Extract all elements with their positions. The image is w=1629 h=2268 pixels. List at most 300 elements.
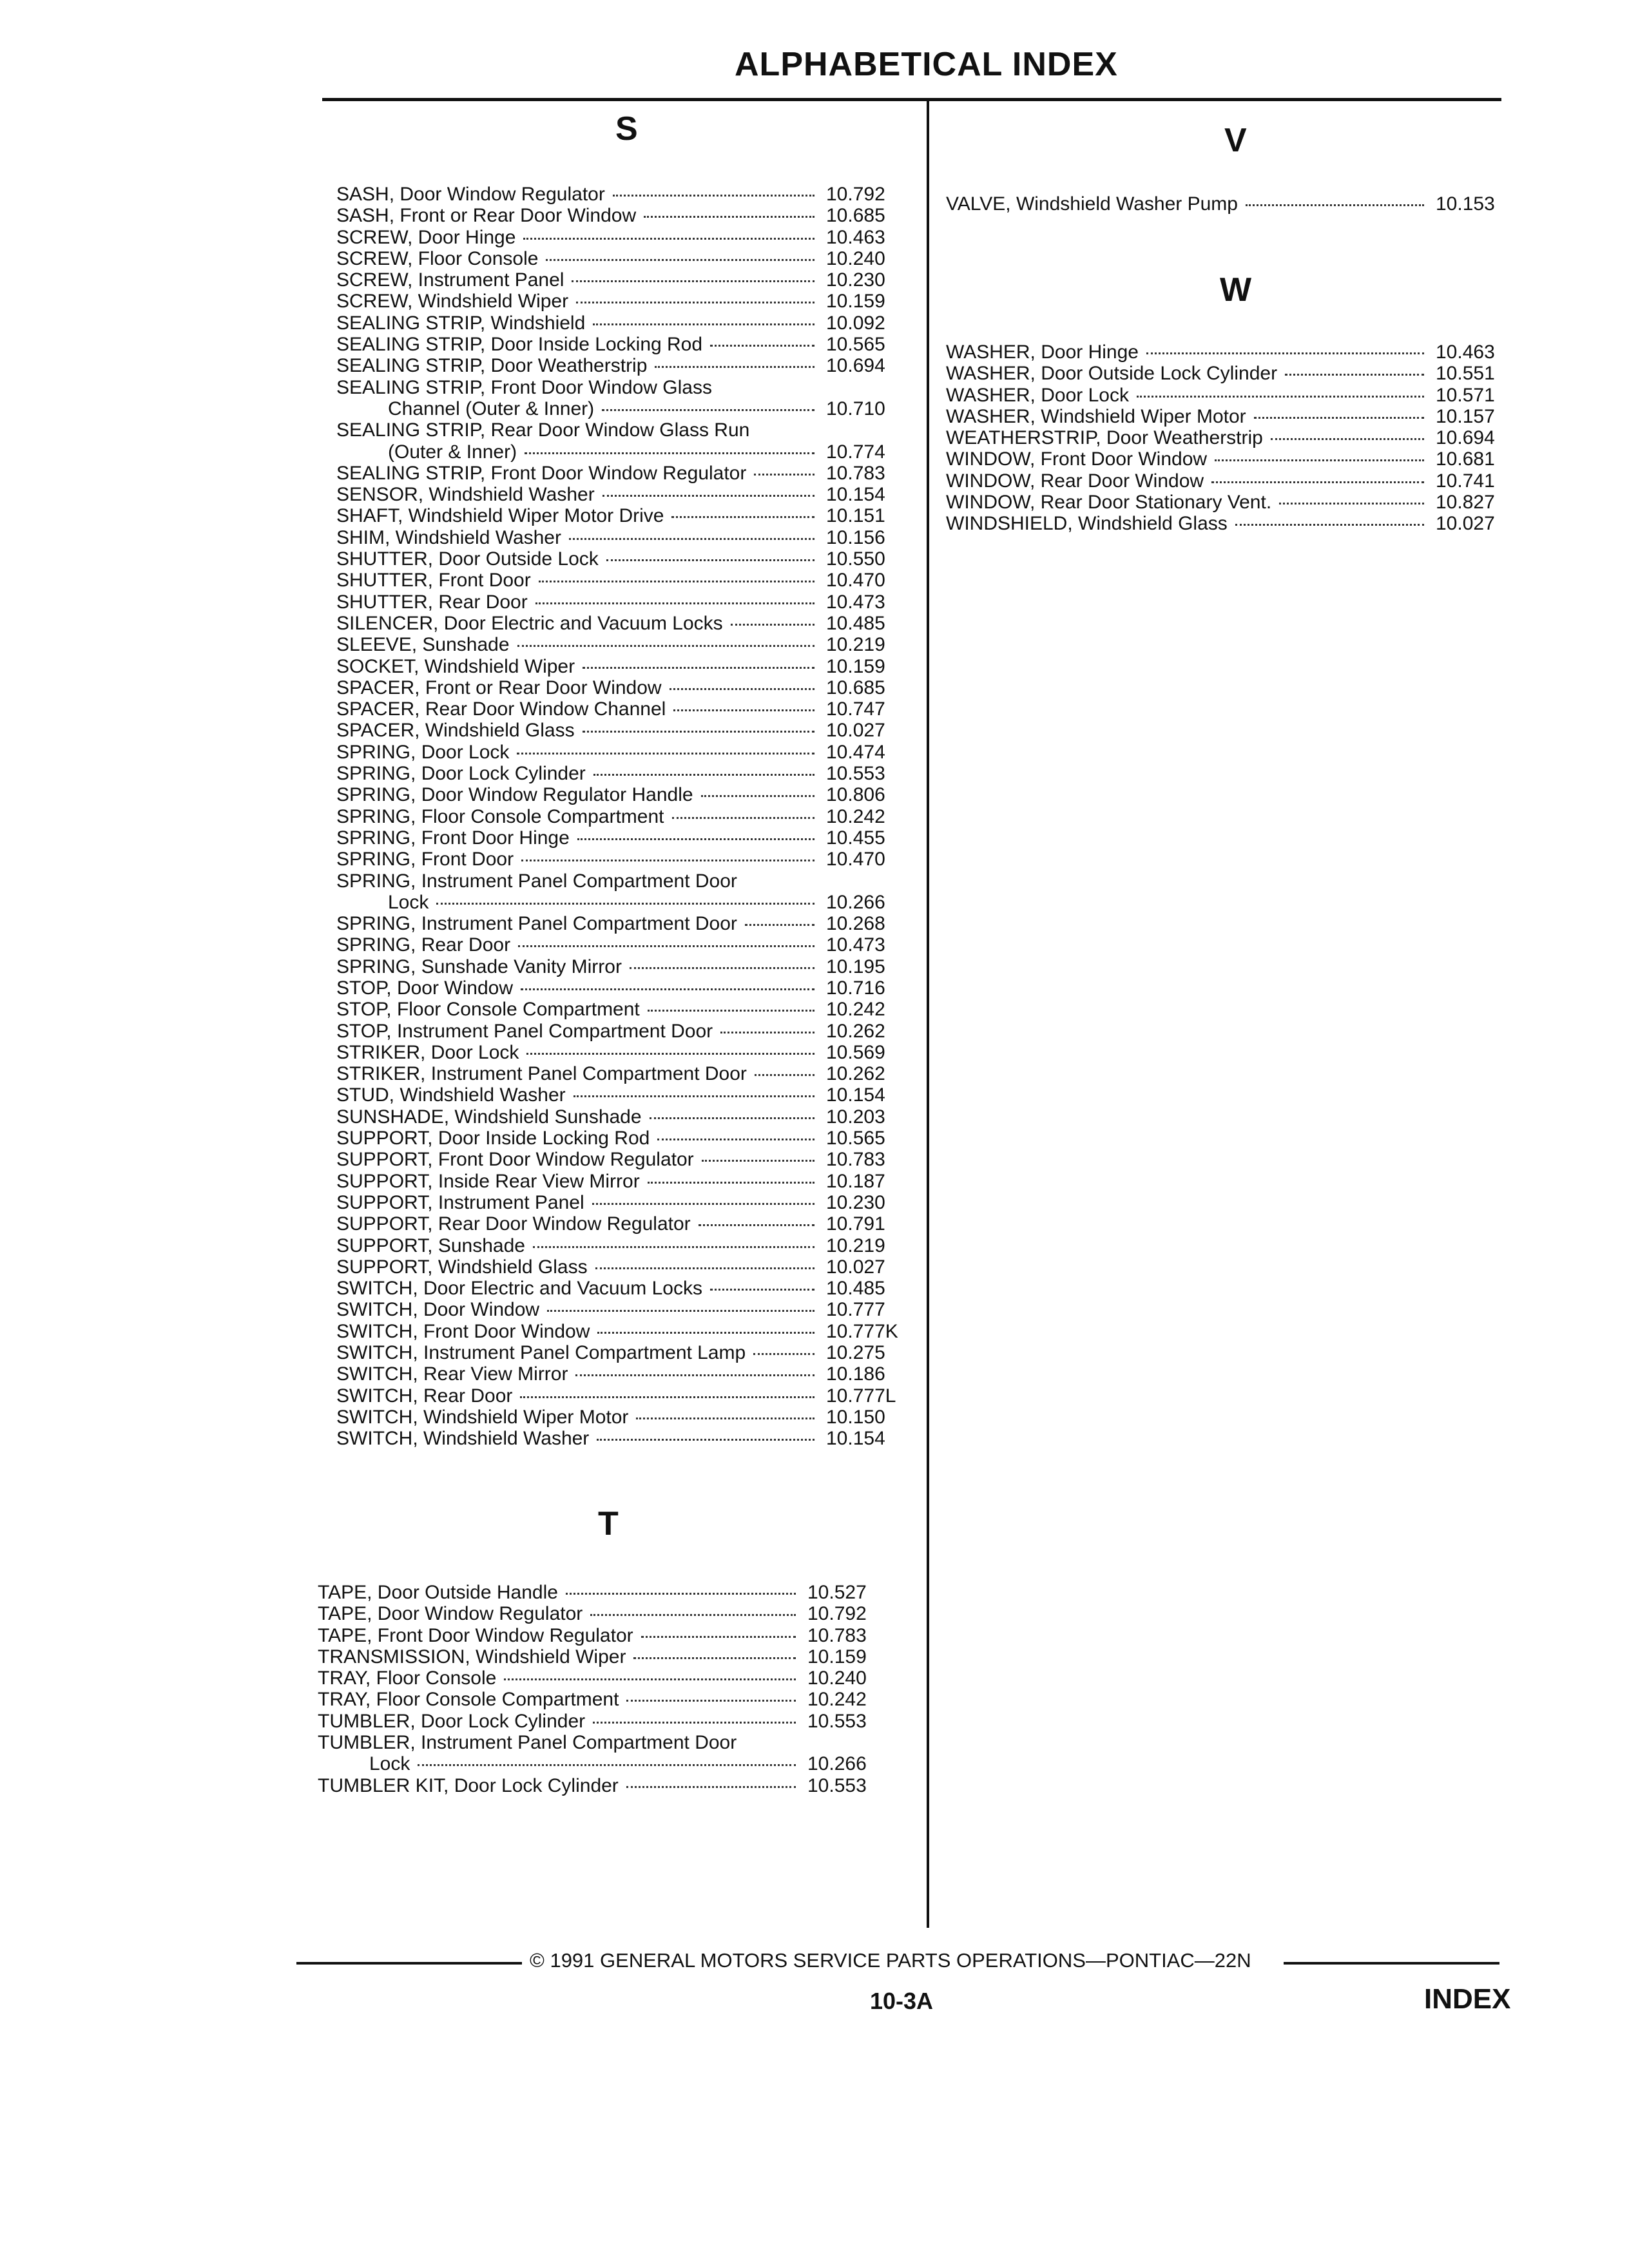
index-entry (336, 784, 916, 805)
entry-label: SASH, Door Window Regulator (336, 184, 605, 205)
entry-page-ref: 10.268 (826, 913, 885, 935)
index-entry (336, 377, 916, 398)
section-letter-v: V (1224, 122, 1247, 159)
index-entry (946, 363, 1526, 384)
entry-label: TRAY, Floor Console (318, 1667, 497, 1689)
dot-leader (648, 1182, 815, 1184)
entry-page-ref: 10.157 (1436, 405, 1495, 427)
index-entry (946, 406, 1526, 427)
index-entry (946, 385, 1526, 406)
entry-label: Lock (388, 891, 429, 913)
dot-leader (583, 667, 815, 669)
entry-page-ref: 10.230 (826, 1191, 885, 1213)
index-entry (946, 492, 1526, 513)
index-entry (946, 470, 1526, 492)
index-entry (336, 419, 916, 441)
entry-page-ref: 10.473 (826, 934, 885, 956)
index-entry (336, 1171, 916, 1192)
dot-leader (576, 302, 815, 303)
entry-page-ref: 10.195 (826, 956, 885, 977)
section-letter-w: W (1220, 271, 1252, 309)
entry-page-ref: 10.463 (826, 226, 885, 248)
entry-page-ref: 10.551 (1436, 363, 1495, 385)
entry-page-ref: 10.681 (1436, 448, 1495, 470)
entry-page-ref: 10.242 (826, 999, 885, 1021)
dot-leader (602, 495, 815, 497)
entry-label: SPRING, Front Door (336, 849, 514, 870)
dot-leader (745, 924, 815, 926)
entry-label: SCREW, Instrument Panel (336, 269, 564, 291)
entry-page-ref: 10.092 (826, 312, 885, 334)
dot-leader (593, 1722, 796, 1724)
entry-label: SUPPORT, Inside Rear View Mirror (336, 1170, 640, 1192)
entry-page-ref: 10.827 (1436, 492, 1495, 514)
index-list-v (946, 193, 1526, 215)
entry-label: SCREW, Windshield Wiper (336, 291, 569, 312)
entry-label: SUNSHADE, Windshield Sunshade (336, 1106, 642, 1128)
index-entry (336, 934, 916, 956)
entry-page-ref: 10.242 (807, 1689, 867, 1711)
entry-page-ref: 10.470 (826, 570, 885, 591)
entry-page-ref: 10.154 (826, 1084, 885, 1106)
index-entry (336, 999, 916, 1020)
page-number: 10-3A (870, 1988, 934, 2014)
index-entry (318, 1646, 898, 1667)
dot-leader (521, 988, 815, 990)
index-entry (336, 248, 916, 269)
entry-page-ref: 10.806 (826, 784, 885, 806)
index-entry (336, 1042, 916, 1063)
index-entry (336, 269, 916, 291)
entry-page-ref: 10.565 (826, 1128, 885, 1149)
dot-leader (1211, 481, 1424, 483)
index-entry (336, 742, 916, 763)
dot-leader (517, 645, 815, 647)
entry-page-ref: 10.219 (826, 1235, 885, 1256)
index-entry (318, 1775, 898, 1796)
dot-leader (699, 1224, 815, 1226)
index-entry (336, 892, 916, 913)
index-entry (336, 1321, 916, 1342)
page-title: ALPHABETICAL INDEX (735, 46, 1118, 83)
dot-leader (633, 1657, 796, 1659)
entry-page-ref: 10.230 (826, 269, 885, 291)
entry-page-ref: 10.187 (826, 1170, 885, 1192)
entry-page-ref: 10.262 (826, 1063, 885, 1085)
dot-leader (673, 709, 815, 711)
entry-label: SUPPORT, Front Door Window Regulator (336, 1149, 694, 1171)
dot-leader (1215, 459, 1424, 461)
entry-page-ref: 10.262 (826, 1020, 885, 1042)
index-entry (336, 334, 916, 355)
index-entry (336, 1063, 916, 1084)
entry-page-ref: 10.553 (826, 763, 885, 785)
entry-label: SWITCH, Windshield Washer (336, 1428, 590, 1450)
entry-page-ref: 10.685 (826, 205, 885, 227)
index-entry (336, 548, 916, 570)
index-entry (336, 1278, 916, 1299)
entry-label: SHUTTER, Front Door (336, 570, 531, 591)
index-entry (336, 613, 916, 634)
index-entry (336, 698, 916, 720)
entry-page-ref: 10.473 (826, 591, 885, 613)
dot-leader (755, 1074, 815, 1076)
entry-page-ref: 10.463 (1436, 341, 1495, 363)
entry-label: SUPPORT, Sunshade (336, 1235, 525, 1256)
entry-label: SUPPORT, Rear Door Window Regulator (336, 1213, 691, 1235)
entry-page-ref: 10.485 (826, 1278, 885, 1300)
entry-page-ref: 10.791 (826, 1213, 885, 1235)
dot-leader (590, 1614, 796, 1616)
entry-page-ref: 10.266 (826, 891, 885, 913)
entry-page-ref: 10.783 (826, 1149, 885, 1171)
entry-page-ref: 10.527 (807, 1582, 867, 1603)
entry-page-ref: 10.159 (807, 1646, 867, 1667)
dot-leader (1235, 524, 1424, 526)
entry-label: SOCKET, Windshield Wiper (336, 655, 575, 677)
entry-label: SEALING STRIP, Windshield (336, 312, 586, 334)
entry-page-ref: 10.159 (826, 291, 885, 312)
entry-label: SUPPORT, Instrument Panel (336, 1191, 584, 1213)
dot-leader (641, 1636, 796, 1638)
entry-label: SPACER, Front or Rear Door Window (336, 677, 662, 698)
entry-label: STOP, Floor Console Compartment (336, 999, 640, 1021)
section-tag: INDEX (1424, 1983, 1511, 2015)
section-letter-s: S (615, 110, 638, 148)
dot-leader (583, 731, 815, 733)
entry-label: WASHER, Windshield Wiper Motor (946, 405, 1246, 427)
entry-page-ref: 10.027 (826, 1256, 885, 1278)
entry-page-ref: 10.710 (826, 398, 885, 419)
entry-page-ref: 10.186 (826, 1363, 885, 1385)
entry-label: TUMBLER, Instrument Panel Compartment Door (318, 1732, 737, 1754)
dot-leader (602, 409, 815, 411)
dot-leader (525, 452, 815, 454)
entry-label: SUPPORT, Windshield Glass (336, 1256, 588, 1278)
index-entry (336, 634, 916, 655)
entry-page-ref: 10.792 (807, 1603, 867, 1625)
entry-label: WASHER, Door Hinge (946, 341, 1139, 363)
index-entry (336, 1149, 916, 1170)
entry-page-ref: 10.240 (807, 1667, 867, 1689)
header-rule (322, 98, 1501, 101)
entry-page-ref: 10.716 (826, 977, 885, 999)
entry-label: SHAFT, Windshield Wiper Motor Drive (336, 505, 664, 527)
entry-page-ref: 10.694 (1436, 427, 1495, 449)
dot-leader (754, 474, 815, 476)
entry-label: TAPE, Front Door Window Regulator (318, 1624, 633, 1646)
entry-page-ref: 10.553 (807, 1710, 867, 1732)
index-entry (318, 1711, 898, 1732)
dot-leader (753, 1353, 815, 1355)
index-entry (336, 677, 916, 698)
entry-label: Lock (369, 1753, 410, 1775)
dot-leader (702, 1160, 815, 1162)
index-list-t (318, 1582, 898, 1796)
dot-leader (539, 581, 815, 582)
entry-page-ref: 10.553 (807, 1774, 867, 1796)
entry-label: TAPE, Door Outside Handle (318, 1582, 558, 1603)
entry-label: SHUTTER, Rear Door (336, 591, 528, 613)
index-entry (336, 1342, 916, 1363)
index-entry (336, 763, 916, 784)
index-entry (336, 1407, 916, 1428)
entry-page-ref: 10.266 (807, 1753, 867, 1775)
index-entry (336, 441, 916, 463)
index-entry (336, 1235, 916, 1256)
entry-page-ref: 10.203 (826, 1106, 885, 1128)
entry-page-ref: 10.219 (826, 634, 885, 656)
entry-label: STOP, Door Window (336, 977, 513, 999)
entry-page-ref: 10.569 (826, 1041, 885, 1063)
index-entry (946, 448, 1526, 470)
copyright-line: © 1991 GENERAL MOTORS SERVICE PARTS OPERATIONS—PONTIAC—22N (530, 1949, 1251, 1972)
dot-leader (672, 817, 815, 819)
entry-label: SWITCH, Rear Door (336, 1385, 513, 1407)
dot-leader (1137, 396, 1424, 398)
entry-page-ref: 10.275 (826, 1342, 885, 1364)
entry-page-ref: 10.159 (826, 655, 885, 677)
dot-leader (655, 366, 815, 368)
entry-label: SUPPORT, Door Inside Locking Rod (336, 1128, 650, 1149)
index-entry (318, 1582, 898, 1603)
entry-label: WINDOW, Rear Door Stationary Vent. (946, 492, 1272, 514)
dot-leader (710, 345, 815, 347)
footer-rule-left (296, 1962, 522, 1965)
entry-label: WINDOW, Front Door Window (946, 448, 1208, 470)
dot-leader (731, 624, 815, 626)
entry-label: SASH, Front or Rear Door Window (336, 205, 637, 227)
dot-leader (572, 280, 815, 282)
dot-leader (569, 538, 815, 540)
index-entry (336, 849, 916, 870)
index-entry (318, 1689, 898, 1710)
entry-label: SEALING STRIP, Door Weatherstrip (336, 355, 648, 377)
index-entry (946, 513, 1526, 534)
entry-page-ref: 10.571 (1436, 384, 1495, 406)
dot-leader (630, 967, 815, 969)
dot-leader (701, 795, 815, 797)
entry-label: SWITCH, Front Door Window (336, 1320, 590, 1342)
entry-label: SEALING STRIP, Front Door Window Regulator (336, 462, 747, 484)
entry-label: TRANSMISSION, Windshield Wiper (318, 1646, 626, 1667)
entry-label: SPACER, Rear Door Window Channel (336, 698, 666, 720)
index-entry (336, 227, 916, 248)
entry-page-ref: 10.027 (826, 720, 885, 742)
dot-leader (575, 1374, 815, 1376)
index-entry (946, 341, 1526, 363)
index-entry (336, 1363, 916, 1385)
index-entry (336, 463, 916, 484)
dot-leader (436, 903, 815, 905)
dot-leader (648, 1010, 815, 1012)
dot-leader (597, 1439, 815, 1441)
dot-leader (626, 1700, 796, 1702)
dot-leader (535, 602, 815, 604)
dot-leader (671, 516, 815, 518)
index-entry (318, 1603, 898, 1624)
dot-leader (517, 753, 815, 754)
entry-label: SWITCH, Windshield Wiper Motor (336, 1406, 629, 1428)
dot-leader (593, 323, 815, 325)
dot-leader (593, 774, 815, 776)
entry-page-ref: 10.474 (826, 741, 885, 763)
dot-leader (650, 1117, 815, 1119)
index-entry (336, 956, 916, 977)
entry-label: SEALING STRIP, Front Door Window Glass (336, 376, 712, 398)
index-entry (318, 1625, 898, 1646)
dot-leader (546, 259, 815, 261)
index-entry (946, 193, 1526, 215)
entry-page-ref: 10.470 (826, 849, 885, 870)
index-entry (318, 1732, 898, 1753)
entry-page-ref: 10.565 (826, 334, 885, 356)
entry-page-ref: 10.455 (826, 827, 885, 849)
index-entry (336, 312, 916, 334)
dot-leader (626, 1786, 796, 1788)
entry-label: SLEEVE, Sunshade (336, 634, 510, 656)
dot-leader (592, 1203, 815, 1205)
entry-label: Channel (Outer & Inner) (388, 398, 595, 419)
entry-page-ref: 10.550 (826, 548, 885, 570)
footer-rule-right (1284, 1962, 1499, 1965)
entry-label: SPRING, Instrument Panel Compartment Door (336, 870, 737, 892)
dot-leader (595, 1267, 815, 1269)
column-divider (927, 98, 929, 1928)
entry-page-ref: 10.240 (826, 247, 885, 269)
entry-label: SPRING, Floor Console Compartment (336, 805, 664, 827)
entry-page-ref: 10.154 (826, 1428, 885, 1450)
entry-page-ref: 10.154 (826, 484, 885, 506)
entry-label: TUMBLER KIT, Door Lock Cylinder (318, 1774, 619, 1796)
entry-label: SWITCH, Rear View Mirror (336, 1363, 568, 1385)
dot-leader (670, 688, 815, 690)
entry-label: SPACER, Windshield Glass (336, 720, 575, 742)
entry-label: WASHER, Door Lock (946, 384, 1129, 406)
entry-page-ref: 10.774 (826, 441, 885, 463)
dot-leader (644, 216, 815, 218)
dot-leader (521, 860, 815, 861)
index-entry (336, 1213, 916, 1235)
index-entry (336, 1021, 916, 1042)
entry-label: WASHER, Door Outside Lock Cylinder (946, 363, 1278, 385)
index-entry (336, 205, 916, 226)
index-entry (318, 1753, 898, 1774)
dot-leader (657, 1139, 815, 1140)
entry-page-ref: 10.153 (1436, 193, 1495, 215)
dot-leader (1285, 374, 1424, 376)
index-entry (336, 570, 916, 591)
entry-label: WEATHERSTRIP, Door Weatherstrip (946, 427, 1263, 449)
index-entry (336, 527, 916, 548)
entry-page-ref: 10.783 (807, 1624, 867, 1646)
entry-label: SENSOR, Windshield Washer (336, 484, 595, 506)
entry-page-ref: 10.156 (826, 526, 885, 548)
index-list-w (946, 341, 1526, 535)
dot-leader (1271, 438, 1424, 440)
entry-label: SCREW, Floor Console (336, 247, 539, 269)
index-entry (336, 591, 916, 613)
dot-leader (1146, 352, 1424, 354)
entry-label: WINDOW, Rear Door Window (946, 470, 1204, 492)
index-entry (336, 806, 916, 827)
entry-label: STUD, Windshield Washer (336, 1084, 566, 1106)
index-entry (336, 1106, 916, 1128)
dot-leader (504, 1678, 796, 1680)
entry-label: STRIKER, Instrument Panel Compartment Door (336, 1063, 747, 1085)
entry-page-ref: 10.151 (826, 505, 885, 527)
entry-page-ref: 10.777 (826, 1299, 885, 1321)
entry-label: TUMBLER, Door Lock Cylinder (318, 1710, 586, 1732)
section-letter-t: T (598, 1505, 619, 1542)
entry-label: WINDSHIELD, Windshield Glass (946, 513, 1228, 535)
entry-page-ref: 10.150 (826, 1406, 885, 1428)
entry-label: SPRING, Door Window Regulator Handle (336, 784, 693, 806)
entry-label: (Outer & Inner) (388, 441, 517, 463)
index-entry (336, 1256, 916, 1278)
entry-label: TAPE, Door Window Regulator (318, 1603, 583, 1625)
index-entry (336, 656, 916, 677)
dot-leader (523, 238, 815, 240)
index-entry (336, 184, 916, 205)
index-entry (336, 870, 916, 892)
dot-leader (574, 1095, 815, 1097)
entry-label: SWITCH, Door Electric and Vacuum Locks (336, 1278, 702, 1300)
index-entry (336, 913, 916, 934)
dot-leader (577, 838, 815, 840)
index-entry (336, 977, 916, 999)
entry-label: TRAY, Floor Console Compartment (318, 1689, 619, 1711)
index-entry (336, 484, 916, 505)
entry-page-ref: 10.027 (1436, 513, 1495, 535)
entry-label: SPRING, Front Door Hinge (336, 827, 570, 849)
dot-leader (720, 1032, 815, 1033)
entry-page-ref: 10.747 (826, 698, 885, 720)
index-entry (336, 1385, 916, 1407)
entry-label: STOP, Instrument Panel Compartment Door (336, 1020, 713, 1042)
entry-page-ref: 10.777L (826, 1385, 896, 1407)
dot-leader (1254, 417, 1424, 419)
dot-leader (418, 1764, 796, 1766)
index-entry (336, 1084, 916, 1106)
entry-page-ref: 10.694 (826, 355, 885, 377)
entry-label: SPRING, Sunshade Vanity Mirror (336, 956, 622, 977)
index-entry (336, 1428, 916, 1449)
dot-leader (613, 195, 815, 197)
entry-label: VALVE, Windshield Washer Pump (946, 193, 1238, 215)
dot-leader (547, 1310, 815, 1312)
index-list-s (336, 184, 916, 1450)
entry-page-ref: 10.792 (826, 184, 885, 205)
index-entry (336, 1128, 916, 1149)
entry-label: SWITCH, Instrument Panel Compartment Lamp (336, 1342, 746, 1364)
entry-page-ref: 10.783 (826, 462, 885, 484)
entry-label: SPRING, Door Lock Cylinder (336, 763, 586, 785)
dot-leader (597, 1332, 815, 1334)
entry-label: SHUTTER, Door Outside Lock (336, 548, 599, 570)
entry-label: SEALING STRIP, Door Inside Locking Rod (336, 334, 703, 356)
dot-leader (710, 1289, 815, 1291)
index-entry (336, 505, 916, 526)
entry-label: SPRING, Instrument Panel Compartment Door (336, 913, 737, 935)
index-entry (336, 291, 916, 312)
index-entry (336, 1299, 916, 1320)
dot-leader (1246, 204, 1424, 206)
entry-page-ref: 10.741 (1436, 470, 1495, 492)
index-entry (336, 720, 916, 741)
entry-label: SPRING, Door Lock (336, 741, 510, 763)
entry-page-ref: 10.777K (826, 1320, 898, 1342)
